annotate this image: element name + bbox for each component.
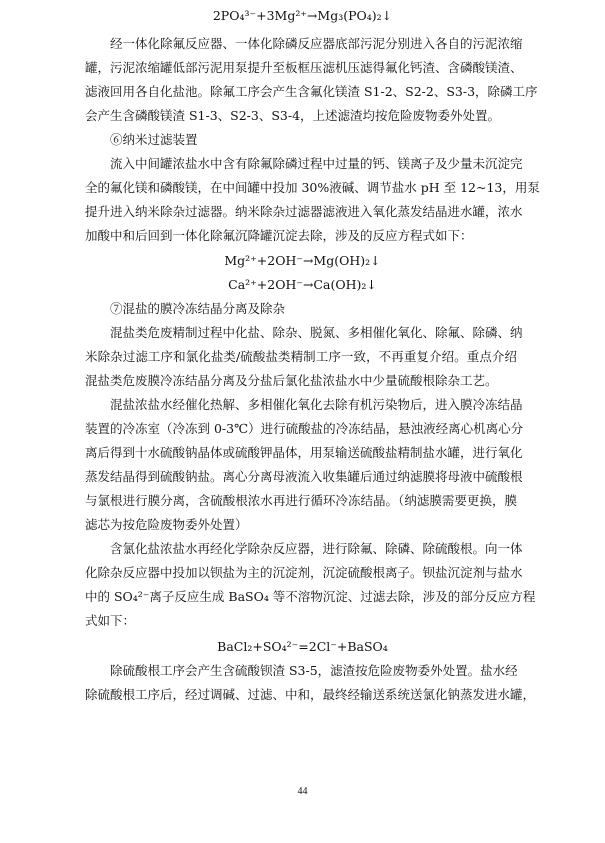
paragraph-line: 混盐浓盐水经催化热解、多相催化氧化去除有机污染物后，进入膜冷冻结晶 [110, 397, 523, 412]
paragraph-line: 提升进入纳米除杂过滤器。纳米除杂过滤器滤液进入氧化蒸发结晶进水罐，浓水 [85, 204, 523, 219]
equation-magnesium: Mg²⁺+2OH⁻→Mg(OH)₂↓ [224, 253, 381, 268]
paragraph-line: 加酸中和后回到一体化除氟沉降罐沉淀去除，涉及的反应方程式如下： [85, 228, 473, 243]
paragraph-line: 离后得到十水硫酸钠晶体或硫酸钾晶体，用泵输送硫酸盐精制盐水罐，进行氧化 [85, 445, 523, 460]
paragraph-line: 式如下： [85, 613, 136, 628]
paragraph-line: 米除杂过滤工序和氯化盐类/硫酸盐类精制工序一致，不再重复介绍。重点介绍 [85, 349, 517, 364]
paragraph-line: 全的氟化镁和磷酸镁，在中间罐中投加 30%液碱、调节盐水 pH 至 12~13，用泵 [85, 180, 540, 195]
paragraph-line: 除硫酸根工序后，经过调碱、过滤、中和，最终经输送系统送氯化钠蒸发进水罐， [85, 687, 536, 702]
paragraph-line: 经一体化除氟反应器、一体化除磷反应器底部污泥分别进入各自的污泥浓缩 [110, 36, 523, 51]
paragraph-line: 会产生含磷酸镁渣 S1-3、S2-3、S3-4，上述滤渣均按危险废物委外处置。 [85, 108, 501, 123]
paragraph-line: 化除杂反应器中投加以钡盐为主的沉淀剂，沉淀硫酸根离子。钡盐沉淀剂与盐水 [85, 565, 523, 580]
equation-phosphate: 2PO₄³⁻+3Mg²⁺→Mg₃(PO₄)₂↓ [212, 8, 393, 23]
paragraph-line: 装置的冷冻室（冷冻到 0-3℃）进行硫酸盐的冷冻结晶，悬浊液经离心机离心分 [85, 421, 524, 436]
equation-barium: BaCl₂+SO₄²⁻=2Cl⁻+BaSO₄ [217, 639, 388, 654]
paragraph-line: 混盐类危废膜冷冻结晶分离及分盐后氯化盐浓盐水中少量硫酸根除杂工艺。 [85, 373, 498, 388]
paragraph-line: 混盐类危废精制过程中化盐、除杂、脱氮、多相催化氧化、除氟、除磷、纳 [110, 325, 523, 340]
paragraph-line: 滤液回用各自化盐池。除氟工序会产生含氟化镁渣 S1-2、S2-2、S3-3，除磷工序 [85, 84, 538, 99]
paragraph-line: 流入中间罐浓盐水中含有除氟除磷过程中过量的钙、镁离子及少量未沉淀完 [110, 156, 523, 171]
paragraph-line: 中的 SO₄²⁻离子反应生成 BaSO₄ 等不溶物沉淀、过滤去除，涉及的部分反应方程 [85, 589, 536, 604]
paragraph-line: 滤芯为按危险废物委外处置） [85, 517, 248, 532]
paragraph-line: 蒸发结晶得到硫酸钠盐。离心分离母液流入收集罐后通过纳滤膜将母液中硫酸根 [85, 469, 523, 484]
equation-calcium: Ca²⁺+2OH⁻→Ca(OH)₂↓ [228, 277, 377, 292]
paragraph-line: 除硫酸根工序会产生含硫酸钡渣 S3-5，滤渣按危险废物委外处置。盐水经 [110, 663, 518, 678]
paragraph-line: 罐，污泥浓缩罐低部污泥用泵提升至板框压滤机压滤得氟化钙渣、含磷酸镁渣、 [85, 60, 523, 75]
section-heading-nanofiltration: ⑥纳米过滤装置 [110, 132, 198, 147]
paragraph-line: 与氯根进行膜分离，含硫酸根浓水再进行循环冷冻结晶。（纳滤膜需要更换，膜 [85, 493, 517, 508]
section-heading-freeze-crystallization: ⑦混盐的膜冷冻结晶分离及除杂 [110, 301, 286, 316]
paragraph-line: 含氯化盐浓盐水再经化学除杂反应器，进行除氟、除磷、除硫酸根。向一体 [110, 541, 523, 556]
page-number: 44 [297, 786, 308, 797]
